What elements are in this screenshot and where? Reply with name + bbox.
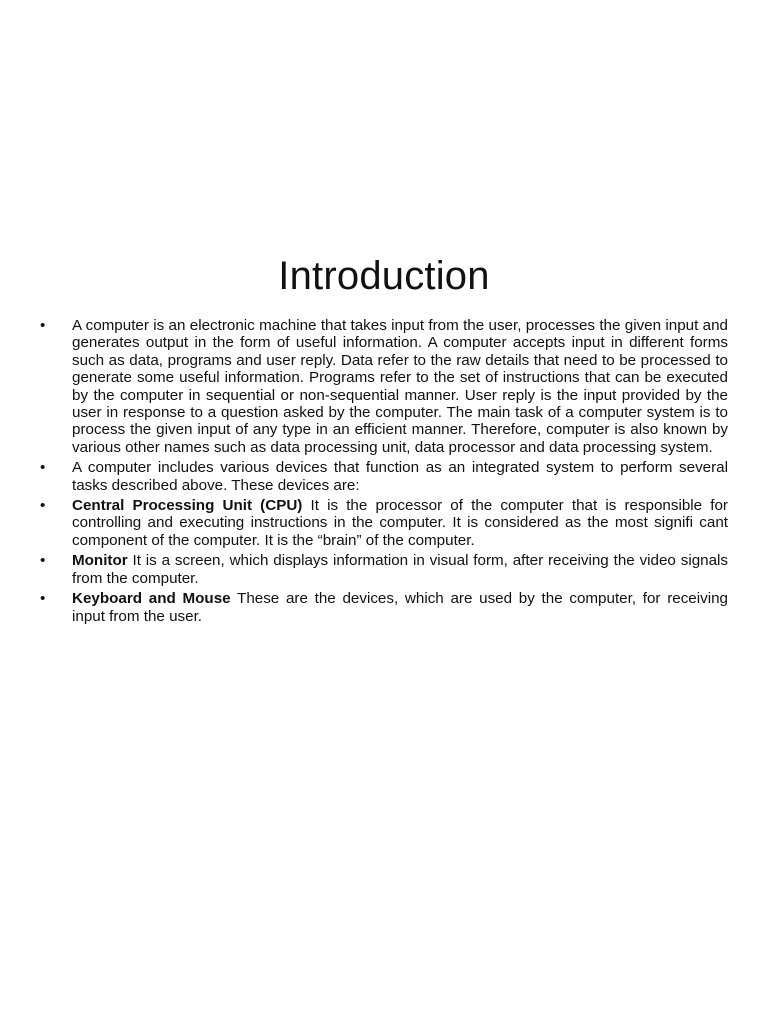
- bullet-icon: •: [40, 590, 46, 608]
- bullet-item-intro: [40, 317, 728, 456]
- bullet-term: Monitor: [72, 552, 128, 570]
- bullet-icon: •: [40, 459, 46, 477]
- bullet-item-devices: [40, 459, 728, 494]
- bullet-item-keyboard-mouse: [40, 590, 728, 625]
- bullet-text: A computer includes various devices that function as an integrated system to perform several tasks described above. These devices are:: [72, 459, 728, 494]
- bullet-text: These are the devices, which are used by the computer, for receiving input from the user.: [72, 590, 728, 625]
- bullet-item-monitor: [40, 552, 728, 587]
- slide-title: Introduction: [278, 254, 490, 298]
- bullet-text: A computer is an electronic machine that takes input from the user, processes the given input and generates output in the form of useful information. A computer accepts input in different forms such as data, programs and user reply. Data refer to the raw details that need to be processed to generate some useful information. Programs refer to the set of instructions that can be executed by the computer in sequential or non-sequential manner. User reply is the input provided by the user in response to a question asked by the computer. The main task of a computer system is to process the given input of any type in an efficient manner. Therefore, computer is also known by various other names such as data processing unit, data processor and data processing system.: [72, 317, 728, 456]
- bullet-term: Keyboard and Mouse: [72, 590, 231, 608]
- bullet-icon: •: [40, 552, 46, 570]
- bullet-icon: •: [40, 497, 46, 515]
- bullet-term: Central Processing Unit (CPU): [72, 497, 303, 515]
- bullet-item-cpu: [40, 497, 728, 549]
- bullet-icon: •: [40, 317, 46, 334]
- bullet-list: [40, 317, 728, 628]
- bullet-text: It is the processor of the computer that is responsible for controlling and executing instructions in the computer. It is considered as the most signifi cant component of the computer. It is the “brain” of the computer.: [72, 497, 728, 549]
- bullet-text: It is a screen, which displays information in visual form, after receiving the video signals from the computer.: [72, 552, 728, 587]
